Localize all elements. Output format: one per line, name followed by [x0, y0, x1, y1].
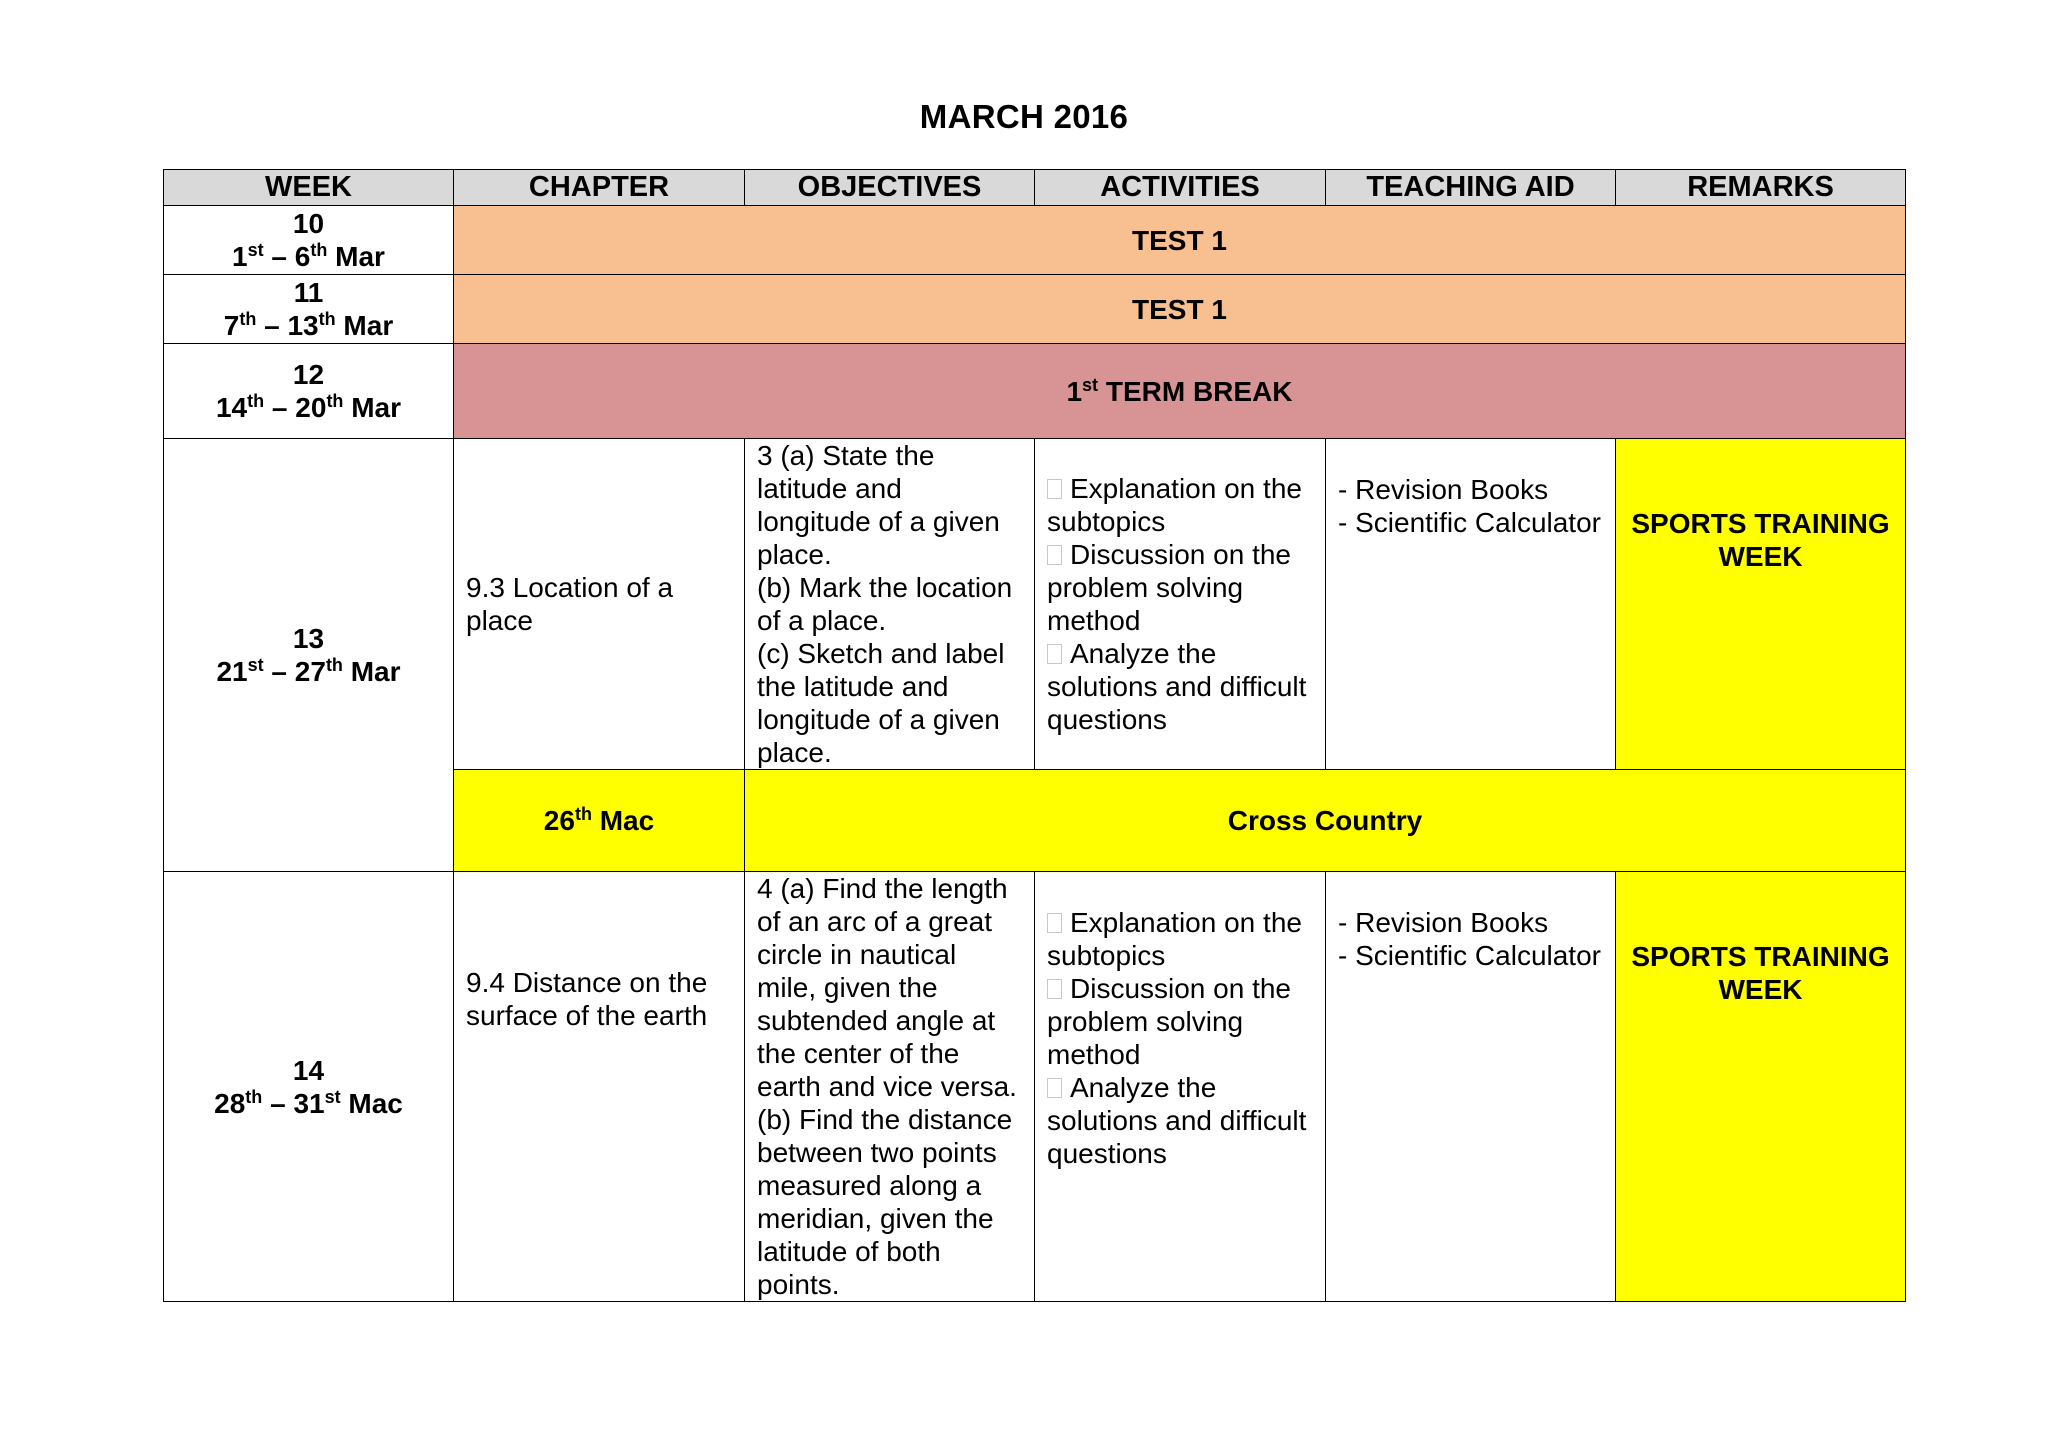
week-number: 14	[292, 1054, 325, 1086]
header-teaching-aid: TEACHING AID	[1326, 170, 1616, 206]
activity-item: Explanation on the subtopics	[1047, 473, 1302, 537]
header-objectives: OBJECTIVES	[745, 170, 1035, 206]
table-row	[164, 439, 1906, 770]
bullet-box-icon	[1047, 545, 1062, 565]
header-week: WEEK	[164, 170, 454, 206]
objective-item: (b) Mark the location of a place.	[757, 572, 1013, 636]
bullet-box-icon	[1047, 1078, 1062, 1098]
aid-item: - Scientific Calculator	[1338, 507, 1601, 538]
week-number: 11	[293, 277, 324, 308]
week-cell	[164, 439, 454, 872]
table-row	[164, 275, 1906, 344]
week-cell	[164, 344, 454, 439]
week-cell	[164, 275, 454, 344]
aid-item: - Scientific Calculator	[1338, 940, 1601, 971]
test-banner: TEST 1	[454, 275, 1906, 344]
aid-item: - Revision Books	[1338, 907, 1549, 938]
activity-item: Discussion on the problem solving method	[1047, 539, 1292, 636]
event-date-cell: 26th Mac	[454, 770, 745, 872]
bullet-box-icon	[1047, 913, 1062, 933]
week-number: 13	[292, 623, 325, 654]
week-dates: 28th – 31st Mac	[214, 1086, 403, 1119]
week-number: 12	[292, 359, 325, 390]
week-dates: 7th – 13th Mar	[223, 309, 394, 341]
objective-item: 4 (a) Find the length of an arc of a great circle in nautical mile, given the subtended angle at the center of the earth and vice versa.	[757, 873, 1017, 1102]
week-dates: 14th – 20th Mar	[215, 391, 402, 423]
lesson-plan-table	[163, 169, 1906, 1302]
week-dates: 1st – 6th Mar	[232, 240, 385, 272]
test-banner: TEST 1	[454, 206, 1906, 275]
chapter-cell: 9.3 Location of a place	[454, 439, 745, 770]
activity-item: Analyze the solutions and difficult questions	[1047, 638, 1307, 735]
week-cell	[164, 206, 454, 275]
activities-cell	[1035, 439, 1326, 770]
remarks-cell: SPORTS TRAINING WEEK	[1616, 439, 1906, 770]
chapter-cell: 9.4 Distance on the surface of the earth	[454, 872, 745, 1302]
objectives-cell	[745, 439, 1035, 770]
activity-item: Explanation on the subtopics	[1047, 907, 1302, 971]
term-break-banner: 1st TERM BREAK	[454, 344, 1906, 439]
header-activities: ACTIVITIES	[1035, 170, 1326, 206]
aid-item: - Revision Books	[1338, 474, 1549, 505]
objective-item: (c) Sketch and label the latitude and longitude of a given place.	[757, 638, 1005, 768]
activities-cell	[1035, 872, 1326, 1302]
table-row	[164, 206, 1906, 275]
table-row	[164, 344, 1906, 439]
remarks-cell: SPORTS TRAINING WEEK	[1616, 872, 1906, 1302]
objectives-cell	[745, 872, 1035, 1302]
teaching-aid-cell	[1326, 439, 1616, 770]
week-dates: 21st – 27th Mar	[216, 655, 401, 687]
teaching-aid-cell	[1326, 872, 1616, 1302]
header-chapter: CHAPTER	[454, 170, 745, 206]
objective-item: (b) Find the distance between two points measured along a meridian, given the latitude of both points.	[757, 1104, 1013, 1300]
objective-item: 3 (a) State the latitude and longitude of a given place.	[757, 440, 1000, 570]
event-name-cell: Cross Country	[745, 770, 1906, 872]
activity-item: Discussion on the problem solving method	[1047, 973, 1292, 1070]
bullet-box-icon	[1047, 479, 1062, 499]
header-row	[164, 170, 1906, 206]
week-number: 10	[292, 208, 325, 239]
header-remarks: REMARKS	[1616, 170, 1906, 206]
table-row	[164, 872, 1906, 1302]
activity-item: Analyze the solutions and difficult questions	[1047, 1072, 1307, 1169]
page-title: MARCH 2016	[919, 98, 1129, 135]
bullet-box-icon	[1047, 979, 1062, 999]
week-cell	[164, 872, 454, 1302]
bullet-box-icon	[1047, 644, 1062, 664]
